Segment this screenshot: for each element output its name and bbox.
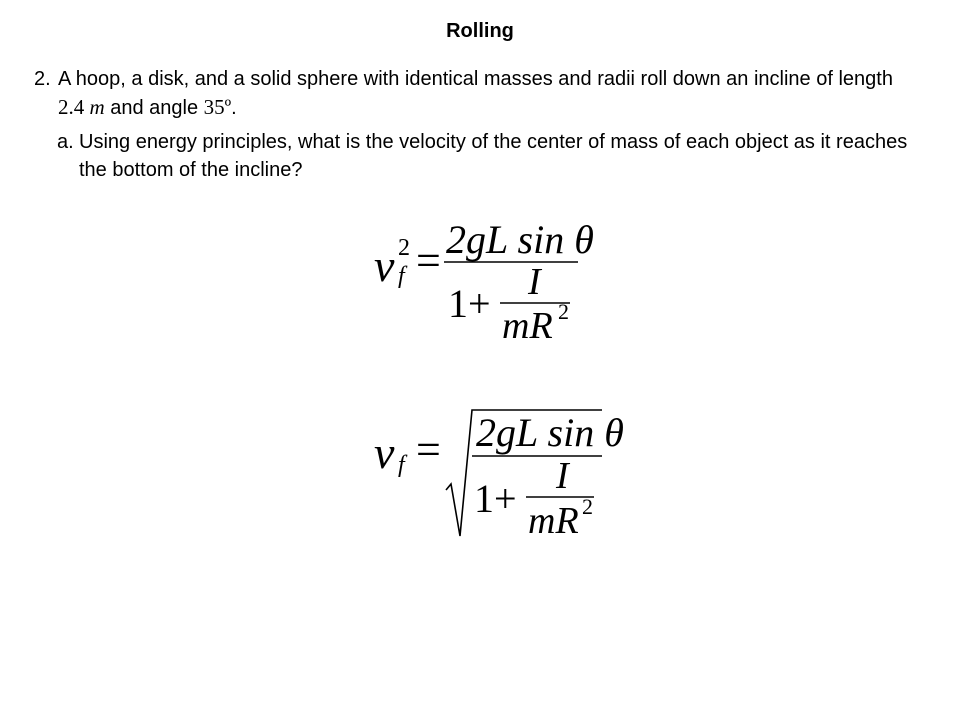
- equation-velocity: [360, 400, 624, 545]
- eq2-inner-denominator: mR: [528, 500, 579, 542]
- eq1-one-plus: 1+: [448, 281, 491, 326]
- equation-velocity-squared: [360, 215, 600, 355]
- eq2-inner-numerator: I: [556, 455, 569, 497]
- problem-text-before: A hoop, a disk, and a solid sphere with identical masses and radii roll down an incline of length: [58, 68, 893, 90]
- problem-text-middle: and angle: [104, 97, 204, 119]
- eq2-inner-denominator-sup: 2: [582, 494, 593, 519]
- eq2-one-plus: 1+: [474, 476, 517, 521]
- eq2-numerator: 2gL sin θ: [476, 410, 624, 455]
- eq1-inner-numerator: I: [528, 261, 541, 303]
- eq2-equals: =: [416, 425, 441, 474]
- eq1-inner-denominator: mR: [502, 305, 553, 347]
- slide-title: Rolling: [446, 20, 514, 42]
- eq2-lhs-var: v: [374, 427, 395, 478]
- problem-text: [58, 65, 924, 122]
- subquestion-a: [57, 128, 937, 184]
- eq1-equals: =: [416, 236, 441, 285]
- subquestion-text: Using energy principles, what is the velocity of the center of mass of each object as it reaches the bottom of the incline?: [79, 131, 908, 181]
- eq1-lhs-var: v: [374, 240, 395, 291]
- problem-number: 2.: [34, 68, 51, 90]
- eq1-inner-denominator-sup: 2: [558, 299, 569, 324]
- subquestion-label: a.: [57, 131, 74, 153]
- eq1-numerator: 2gL sin θ: [446, 217, 594, 262]
- problem-statement: [34, 65, 924, 122]
- incline-length-unit: m: [89, 95, 105, 119]
- eq1-lhs-sub: f: [398, 263, 405, 289]
- eq2-lhs-sub: f: [398, 452, 405, 478]
- eq1-lhs-sup: 2: [398, 235, 410, 261]
- problem-text-after: .: [231, 97, 237, 119]
- incline-length: [58, 95, 105, 119]
- incline-length-value: 2.4: [58, 95, 90, 119]
- incline-angle: 35º: [203, 95, 232, 119]
